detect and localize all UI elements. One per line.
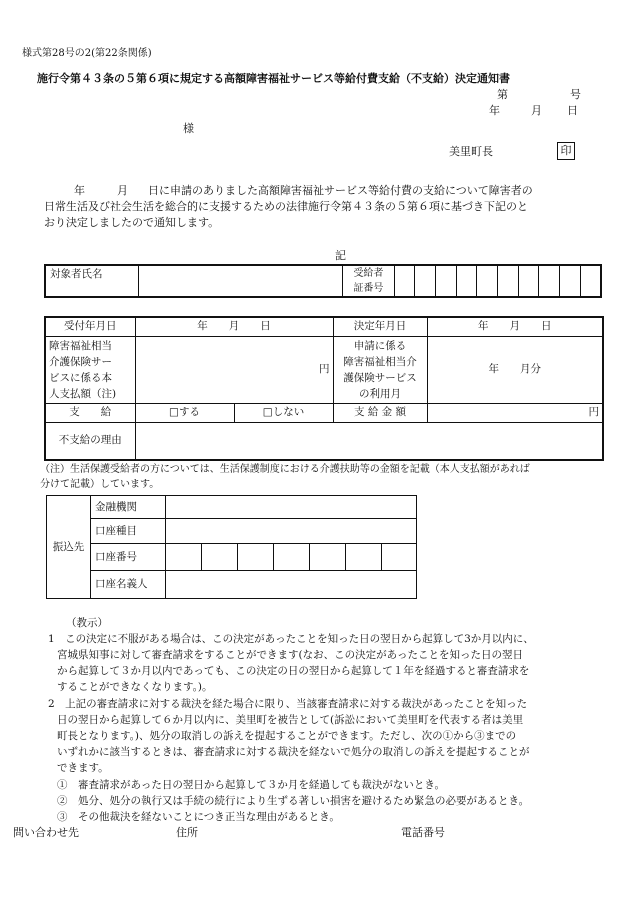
notice-line: 2 上記の審査請求に対する裁決を経た場合に限り、当該審査請求に対する裁決があったことを知った — [48, 698, 528, 710]
notice-line: いずれかに該当するときは、審査請求に対する裁決を経ないで処分の取消しの訴えを提起することが — [57, 746, 530, 758]
recipient-number-digit — [498, 265, 519, 297]
body-year: 年 — [74, 184, 85, 197]
issue-date-year: 年 — [489, 104, 500, 117]
account-number-digit — [274, 544, 310, 570]
body-month: 月 — [117, 184, 128, 197]
notice-line: できます。 — [57, 762, 109, 774]
recipient-number-digit — [415, 265, 436, 297]
ki-heading: 記 — [335, 249, 346, 262]
seal-mark: 印 — [557, 142, 575, 160]
contact-label: 問い合わせ先 — [13, 826, 79, 839]
recipient-number-label — [343, 265, 395, 297]
notice-line: ① 審査請求があった日の翌日から起算して３か月を経過しても裁決がないとき。 — [57, 779, 445, 791]
usage-month-label-line: 障害福祉相当介 — [343, 355, 417, 368]
issuer-name: 美里町長 — [449, 145, 493, 158]
usage-month-label-line: 護保険サービス — [343, 371, 417, 384]
account-number-digit — [166, 544, 202, 570]
notice-line: ③ その他裁決を経ないことにつき正当な理由があるとき。 — [57, 811, 340, 823]
account-type-value — [166, 519, 417, 544]
payment-option-no[interactable]: □しない — [234, 403, 333, 422]
recipient-table — [44, 264, 602, 298]
bank-transfer-label: 振込先 — [47, 496, 91, 599]
payment-amount-value: 円 — [427, 403, 603, 422]
recipient-name-label: 対象者氏名 — [45, 265, 138, 297]
account-holder-label: 口座名義人 — [91, 570, 166, 598]
self-payment-label-line: ビスに係る本 — [49, 371, 112, 384]
self-payment-label-line: 人支払額（注) — [49, 387, 117, 400]
recipient-number-label-line1: 受給者 — [353, 268, 384, 279]
note-line2: 分けて記載）しています。 — [40, 479, 160, 490]
decision-date-value: 年 月 日 — [427, 317, 603, 336]
received-date-label: 受付年月日 — [45, 317, 135, 336]
account-number-digit — [202, 544, 238, 570]
recipient-number-digit — [436, 265, 457, 297]
document-number-label: 第 — [497, 88, 508, 101]
recipient-number-digit — [580, 265, 601, 297]
self-payment-label-line: 介護保険サー — [49, 355, 112, 368]
usage-month-value: 年 月分 — [427, 336, 603, 403]
notice-line: ② 処分、処分の執行又は手続の続行により生ずる著しい損害を避けるため緊急の必要があるとき。 — [57, 795, 530, 807]
decision-date-label: 決定年月日 — [333, 317, 427, 336]
notice-line: 日の翌日から起算して６か月以内に、美里町を被告として(訴訟において美里町を代表する者は美里 — [57, 714, 524, 726]
account-holder-value — [166, 570, 417, 598]
account-type-label: 口座種目 — [91, 519, 166, 544]
form-number: 様式第28号の2(第22条関係) — [22, 48, 152, 59]
recipient-name-value — [138, 265, 343, 297]
notice-line: 1 この決定に不服がある場合は、この決定があったことを知った日の翌日から起算して3か月以内に、 — [48, 633, 534, 645]
document-title: 施行令第４３条の５第６項に規定する高額障害福祉サービス等給付費支給（不支給）決定通知書 — [37, 72, 510, 85]
recipient-number-digit — [560, 265, 581, 297]
body-text-line1: 日に申請のありました高額障害福祉サービス等給付費の支給について障害者の — [148, 184, 533, 197]
body-text-line3: おり決定しましたので通知します。 — [44, 216, 220, 229]
issue-date-month: 月 — [531, 104, 542, 117]
recipient-number-label-line2: 証番号 — [353, 283, 384, 294]
notice-line: することができなくなります。)。 — [57, 681, 213, 693]
bank-institution-value — [166, 496, 417, 519]
note-line1: （注）生活保護受給者の方については、生活保護制度における介護扶助等の金額を記載（本人支払額があれば — [40, 464, 530, 475]
usage-month-label-line: 申請に係る — [353, 339, 407, 352]
usage-month-label-line: の利用月 — [359, 387, 401, 400]
notice-line: 宮城県知事に対して審査請求をすることができます(なお、この決定があったことを知った日の翌日 — [57, 649, 523, 661]
usage-month-label — [333, 336, 427, 403]
bank-institution-label: 金融機関 — [91, 496, 166, 519]
recipient-number-digit — [539, 265, 560, 297]
issue-date-day: 日 — [567, 104, 578, 117]
payment-option-yes[interactable]: □する — [135, 403, 234, 422]
self-payment-value: 円 — [135, 336, 333, 403]
notice-line: 町長となります。)、処分の取消しの訴えを提起することができます。ただし、次の①から③までの — [57, 730, 517, 742]
body-text-line2: 日常生活及び社会生活を総合的に支援するための法律施行令第４３条の５第６項に基づき下記のと — [44, 200, 528, 213]
recipient-number-digit — [394, 265, 415, 297]
bank-transfer-table — [46, 495, 417, 599]
addressee-suffix: 様 — [183, 122, 194, 135]
contact-phone-label: 電話番号 — [401, 826, 445, 839]
account-number-digit — [238, 544, 274, 570]
contact-address-label: 住所 — [176, 826, 198, 839]
non-payment-reason-label: 不支給の理由 — [45, 422, 135, 460]
payment-amount-label: 支 給 金 額 — [333, 403, 427, 422]
account-number-digit — [346, 544, 382, 570]
non-payment-reason-value — [135, 422, 603, 460]
account-number-digit — [310, 544, 346, 570]
recipient-number-digit — [456, 265, 477, 297]
notice-heading: （教示） — [66, 617, 108, 629]
account-number-digit — [382, 544, 417, 570]
document-number-suffix: 号 — [570, 88, 581, 101]
self-payment-label — [45, 336, 135, 403]
account-number-label: 口座番号 — [91, 544, 166, 570]
recipient-number-digit — [477, 265, 498, 297]
payment-label: 支 給 — [45, 403, 135, 422]
recipient-number-digit — [518, 265, 539, 297]
decision-table — [44, 316, 604, 461]
notice-line: から起算して３か月以内であっても、この決定の日の翌日から起算して１年を経過すると審査請求を — [57, 665, 530, 677]
self-payment-label-line: 障害福祉相当 — [49, 339, 112, 352]
received-date-value: 年 月 日 — [135, 317, 333, 336]
